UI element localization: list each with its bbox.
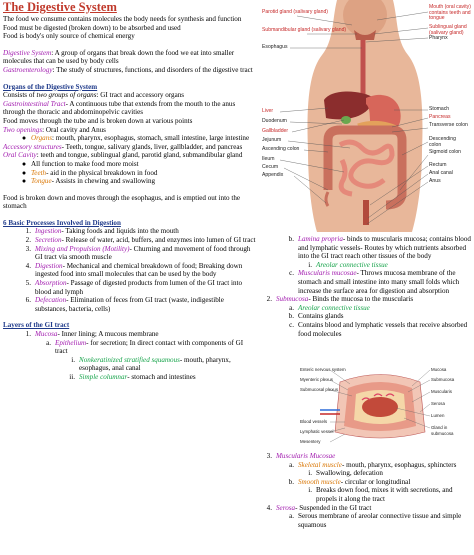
organs-closing: Food is broken down and moves through the esophagus, and is emptied out into the stomach	[3, 193, 241, 211]
skeletal-muscle: a. Skeletal muscle- mouth, pharynx, esophagus, sphincters	[289, 460, 457, 469]
label-ascending-colon: Ascending colon	[262, 146, 300, 152]
two-openings: Two openings: Oral cavity and Anus	[3, 125, 106, 134]
label-anus: Anus	[429, 178, 441, 184]
label-lumen: Lumen	[431, 413, 445, 418]
intro-line-3: Food is body's only source of chemical energy	[3, 32, 135, 41]
muscularis: 3. Muscularis Mucosae	[266, 452, 336, 460]
submucosa-b: b. Contains glands	[288, 312, 344, 321]
process-item: 2. Secretion- Release of water, acid, buffers, and enzymes into lumen of GI tract	[25, 236, 256, 245]
process-item: 4. Digestion- Mechanical and chemical breakdown of food; Breaking down ingested food into small molecules that can be used by the body	[25, 261, 243, 279]
definition-gastroenterology: Gastroenterology: The study of structures, functions, and disorders of the digestive tract	[3, 65, 253, 74]
label-transverse-colon: Transverse colon	[429, 122, 468, 128]
label-descending-colon: Descending colon	[429, 136, 456, 148]
process-list	[3, 227, 257, 313]
oral-cavity: Oral Cavity: teeth and tongue, sublingual gland, parotid gland, submandibular gland	[3, 151, 243, 160]
label-submandibular: Submandibular gland (salivary gland)	[262, 27, 347, 33]
label-sigmoid-colon: Sigmoid colon	[429, 149, 461, 155]
label-anal-canal: Anal canal	[429, 170, 453, 176]
label-pharynx: Pharynx	[429, 35, 448, 41]
serosa: 4. Serosa- Suspended in the GI tract	[266, 503, 372, 512]
oral-bullet-1: ● All function to make food more moist	[21, 159, 139, 168]
organs-line-3: Food moves through the tube and is broken down at various points	[3, 116, 193, 125]
layer-mucosa: 1. Mucosa- Inner lining; A mucous membrane	[25, 330, 159, 338]
processes-heading: 6 Basic Processes Involved in Digestion	[3, 218, 121, 227]
intro-line-1: The food we consume contains molecules the body needs for synthesis and function	[3, 15, 242, 23]
process-item: 1. Ingestion- Taking foods and liquids into the mouth	[25, 227, 179, 236]
intro-line-2: Food must be digested (broken down) to be absorbed and used	[3, 23, 181, 32]
label-parotid: Parotid gland (salivary gland)	[262, 9, 328, 15]
process-item: 5. Absorption- Passage of digested products from lumen of the GI tract into blood and lymph	[25, 279, 243, 296]
organs-line-1: Consists of two groups of organs: GI tract and accessory organs	[3, 91, 185, 100]
label-sublingual: Sublingual gland (salivary gland)	[429, 24, 467, 36]
layer-simple-columnar: ii. Simple columnar- stomach and intestines	[69, 372, 196, 381]
label-gallbladder: Gallbladder	[262, 128, 289, 134]
layer-epithelium: a. Epithelium- for secretion; In direct contact with components of GI tract	[46, 338, 244, 356]
label-mouth: Mouth (oral cavity) contains teeth and tongue	[429, 4, 471, 22]
label-duodenum: Duodenum	[262, 118, 287, 124]
submucosa: 2. Submucosa- Binds the mucosa to the muscularis	[266, 295, 414, 304]
organs-heading: Organs of the Digestive System	[3, 82, 98, 91]
right-column-lower	[258, 452, 472, 529]
label-mesentery: Mesentery	[300, 439, 321, 444]
label-esophagus: Esophagus	[262, 44, 288, 50]
label-blood-vessels: Blood vessels	[300, 419, 328, 424]
label-stomach: Stomach	[429, 106, 450, 112]
label-ileum: Ileum	[262, 156, 275, 162]
smooth-muscle-i: i. Breaks down food, mixes it with secretions, and propels it along the tract	[308, 486, 453, 503]
layer-nonkeratinized: i. Nonkeratinized stratified squamous- mouth, pharynx, esophagus, anal canal	[71, 355, 231, 373]
digestive-system-figure	[262, 0, 474, 232]
label-liver: Liver	[262, 108, 274, 114]
left-column	[3, 0, 257, 382]
label-myenteric: Myenteric plexus	[300, 377, 333, 382]
label-gland: Gland in submucosa	[431, 425, 454, 436]
oral-bullet-3: ● Tongue- Assists in chewing and swallowing	[21, 177, 156, 186]
label-enteric: Enteric nervous system	[300, 367, 346, 372]
label-mucosa: Mucosa	[431, 367, 447, 372]
organs-bullet: ● Organs: mouth, pharynx, esophagus, stomach, small intestine, large intestine	[21, 134, 250, 143]
submucosa-a: a. Areolar connective tissue	[289, 303, 370, 312]
skeletal-muscle-i: i. Swallowing, defecation	[308, 469, 383, 478]
label-cecum: Cecum	[262, 164, 279, 170]
submucosa-c: c. Contains blood and lymphatic vessels that receive absorbed food molecules	[289, 320, 468, 338]
label-pancreas: Pancreas	[429, 114, 451, 120]
label-submucosa: Submucosa	[431, 377, 455, 382]
lamina-propria: b. Lamina propria- binds to muscularis mucosa; contains blood and lymphatic vessels- Routes by which nutrients absorbed into the GI tract reach other tissues of the body	[288, 235, 471, 261]
label-rectum: Rectum	[429, 162, 447, 168]
smooth-muscle: b. Smooth muscle- circular or longitudinal	[288, 477, 411, 486]
lamina-propria-tissue: i. Areolar connective tissue	[308, 260, 388, 269]
label-jejunum: Jejunum	[262, 137, 282, 143]
process-item: 6. Defecation- Elimination of feces from GI tract (waste, indigestible substances, bacteria, cells)	[25, 296, 224, 313]
muscularis-mucosae: c. Muscularis mucosae- Throws mucosa membrane of the stomach and small intestine into many small folds which increase the surface area for digestion and absorption	[289, 269, 460, 295]
oral-bullet-2: ● Teeth- aid in the physical breakdown in food	[21, 168, 158, 177]
page-title: The Digestive System	[3, 0, 117, 14]
layers-heading: Layers of the GI tract	[3, 321, 70, 330]
label-muscularis: Muscularis	[431, 389, 452, 394]
right-column	[258, 235, 472, 338]
label-lymphatic: Lymphatic vessel	[300, 429, 334, 434]
gi-tract-definition: Gastrointestinal Tract- A continuous tube that extends from the mouth to the anus through the thoracic and abdominopelvic cavities	[3, 99, 236, 117]
label-serosa: Serosa	[431, 401, 445, 406]
definition-digestive-system: Digestive System: A group of organs that break down the food we eat into smaller molecules that can be used by body cells	[3, 48, 235, 66]
accessory-structures: Accessory structures- Teeth, tongue, salivary glands, liver, gallbladder, and pancreas	[3, 142, 243, 151]
label-appendix: Appendix	[262, 172, 284, 178]
gi-wall-figure	[300, 362, 460, 450]
serosa-a: a. Serous membrane of areolar connective tissue and simple squamous	[289, 512, 462, 529]
label-submucosal-plexus: Submucosal plexus	[300, 387, 339, 392]
process-item: 3. Mixing and Propulsion (Motility)- Churning and movement of food through GI tract via smooth muscle	[25, 244, 251, 262]
